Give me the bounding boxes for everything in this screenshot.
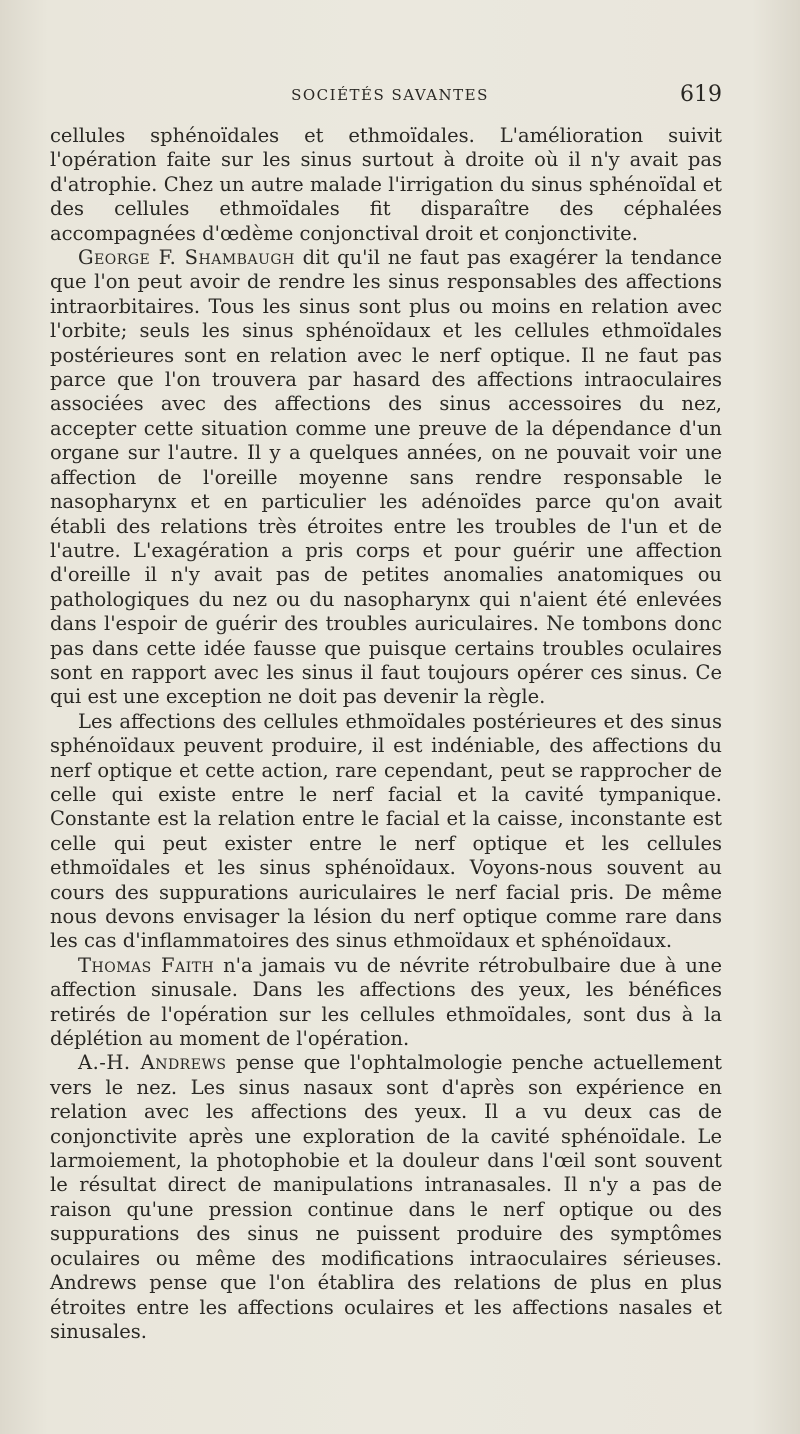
paragraph-text: Les affections des cellules ethmoïdales postérieures et des sinus sphénoïdaux peuvent produire, il est indéniable, des affections du nerf optique et cette action, rare cependant, peut se rapprocher de celle qui existe entre le nerf facial et la cavité tympanique. Constante est la relation entre le facial et la caisse, inconstante est celle qui peut exister entre le nerf optique et les cellules ethmoïdales et les sinus sphénoïdaux. Voyons-nous souvent au cours des suppurations auriculaires le nerf facial pris. De même nous devons envisager la lésion du nerf optique comme rare dans les cas d'inflammatoires des sinus ethmoïdaux et sphénoïdaux. [50,709,722,953]
paragraph-text: pense que l'ophtalmologie penche actuellement vers le nez. Les sinus nasaux sont d'après son expérience en relation avec les affections des yeux. Il a vu deux cas de conjonctivite après une exploration de la cavité sphénoïdale. Le larmoiement, la photophobie et la douleur dans l'œil sont souvent le résultat direct de manipulations intranasales. Il n'y a pas de raison qu'une pression continue dans le nerf optique ou des suppurations des sinus ne puissent produire des symptômes oculaires ou même des modifications intraoculaires sérieuses. Andrews pense que l'on établira des relations de plus en plus étroites entre les affections oculaires et les affections nasales et sinusales. [50,1051,722,1343]
paragraph-text: n'a jamais vu de névrite rétrobulbaire due à une affection sinusale. Dans les affections des yeux, les bénéfices retirés de l'opération sur les cellules ethmoïdales, sont dus à la déplétion au moment de l'opération. [50,953,722,1051]
paragraph-shambaugh [50,246,722,710]
paragraph-andrews [50,1051,722,1344]
speaker-name: A.-H. Andrews [78,1051,227,1075]
speaker-name: Thomas Faith [78,953,215,977]
running-head: SOCIÉTÉS SAVANTES [291,86,489,104]
paragraph-continuation [50,124,722,246]
body-text [50,124,722,1344]
paragraph-ethmoidal [50,710,722,954]
speaker-name: George F. Shambaugh [78,246,295,270]
paragraph-text: cellules sphénoïdales et ethmoïdales. L'amélioration suivit l'opération faite sur les sinus surtout à droite où il n'y avait pas d'atrophie. Chez un autre malade l'irrigation du sinus sphénoïdal et des cellules ethmoïdales fit disparaître des céphalées accompagnées d'œdème conjonctival droit et conjonctivite. [50,124,722,245]
page-header [50,82,730,112]
paragraph-faith [50,954,722,1052]
paragraph-text: dit qu'il ne faut pas exagérer la tendance que l'on peut avoir de rendre les sinus responsables des affections intraorbitaires. Tous les sinus sont plus ou moins en relation avec l'orbite; seuls les sinus sphénoïdaux et les cellules ethmoïdales postérieures sont en relation avec le nerf optique. Il ne faut pas parce que l'on trouvera par hasard des affections intraoculaires associées avec des affections des sinus accessoires du nez, accepter cette situation comme une preuve de la dépendance d'un organe sur l'autre. Il y a quelques années, on ne pouvait voir une affection de l'oreille moyenne sans rendre responsable le nasopharynx et en particulier les adénoïdes parce qu'on avait établi des relations très étroites entre les troubles de l'un et de l'autre. L'exagération a pris corps et pour guérir une affection d'oreille il n'y avait pas de petites anomalies anatomiques ou pathologiques du nez ou du nasopharynx qui n'aient été enlevées dans l'espoir de guérir des troubles auriculaires. Ne tombons donc pas dans cette idée fausse que puisque certains troubles oculaires sont en rapport avec les sinus il faut toujours opérer ces sinus. Ce qui est une exception ne doit pas devenir la règle. [50,246,722,709]
page-number: 619 [680,82,722,107]
